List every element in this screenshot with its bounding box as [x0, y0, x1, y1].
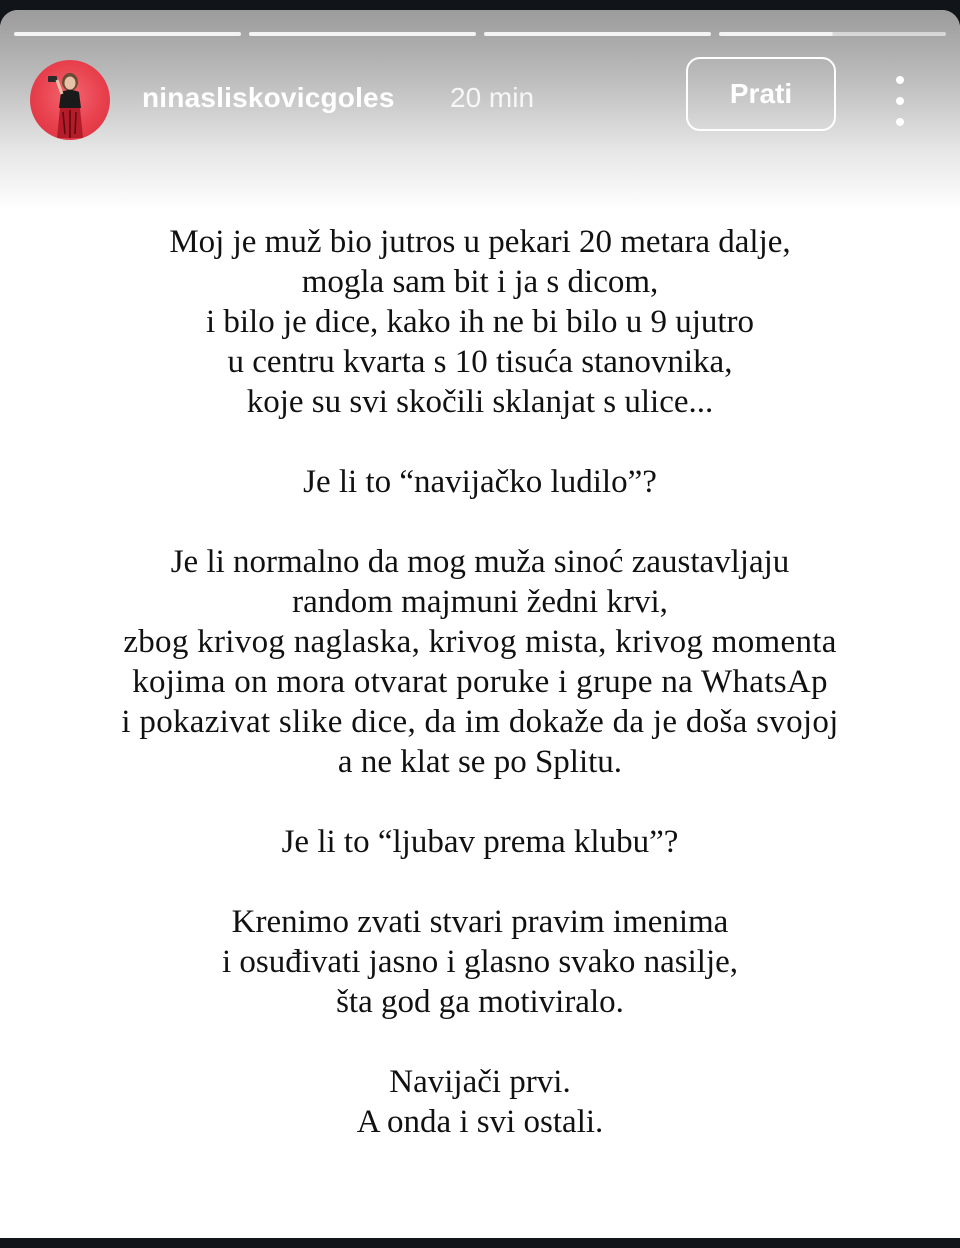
- story-line: Moj je muž bio jutros u pekari 20 metara dalje,: [169, 224, 791, 260]
- story-header: [30, 60, 930, 140]
- follow-button[interactable]: Prati: [686, 57, 836, 131]
- avatar[interactable]: [30, 60, 110, 140]
- story-line: Krenimo zvati stvari pravim imenima: [231, 904, 729, 940]
- dot: [896, 76, 904, 84]
- story-line: a ne klat se po Splitu.: [337, 744, 623, 780]
- story-text: [0, 222, 960, 1142]
- dot: [896, 97, 904, 105]
- paragraph-3: [0, 542, 960, 782]
- dot: [896, 118, 904, 126]
- paragraph-4: [0, 822, 960, 862]
- story-line: i bilo je dice, kako ih ne bi bilo u 9 ujutro: [205, 304, 755, 340]
- paragraph-2: [0, 462, 960, 502]
- more-options-icon[interactable]: [885, 76, 915, 126]
- story-line: Je li to “navijačko ludilo”?: [303, 464, 657, 500]
- progress-segment: [249, 32, 476, 36]
- story-line: šta god ga motiviralo.: [336, 984, 624, 1020]
- story-line: u centru kvarta s 10 tisuća stanovnika,: [227, 344, 733, 380]
- story-line: Je li normalno da mog muža sinoć zaustavljaju: [170, 544, 790, 580]
- story-line: mogla sam bit i ja s dicom,: [301, 264, 659, 300]
- story-line: random majmuni žedni krvi,: [292, 584, 668, 620]
- story-line: i pokazivat slike dice, da im dokaže da je doša svojoj: [121, 704, 839, 740]
- story-line: Je li to “ljubav prema klubu”?: [281, 824, 679, 860]
- story-line: i osuđivati jasno i glasno svako nasilje,: [221, 944, 739, 980]
- paragraph-5: [0, 902, 960, 1022]
- post-timestamp: 20 min: [450, 82, 535, 113]
- paragraph-6: [0, 1062, 960, 1142]
- story-progress-bar: [14, 32, 946, 36]
- story-line: zbog krivog naglaska, krivog mista, krivog momenta: [123, 624, 837, 660]
- username[interactable]: ninasliskovicgoles: [142, 82, 395, 113]
- story-line: Navijači prvi.: [389, 1064, 571, 1100]
- story-line: A onda i svi ostali.: [356, 1104, 604, 1140]
- story-viewer[interactable]: [0, 10, 960, 1238]
- avatar-photo: [30, 60, 110, 140]
- progress-segment: [484, 32, 711, 36]
- story-line: koje su svi skočili sklanjat s ulice...: [246, 384, 714, 420]
- story-line: kojima on mora otvarat poruke i grupe na WhatsAp: [132, 664, 828, 700]
- progress-segment: [14, 32, 241, 36]
- paragraph-1: [0, 222, 960, 422]
- progress-segment-current: [719, 32, 946, 36]
